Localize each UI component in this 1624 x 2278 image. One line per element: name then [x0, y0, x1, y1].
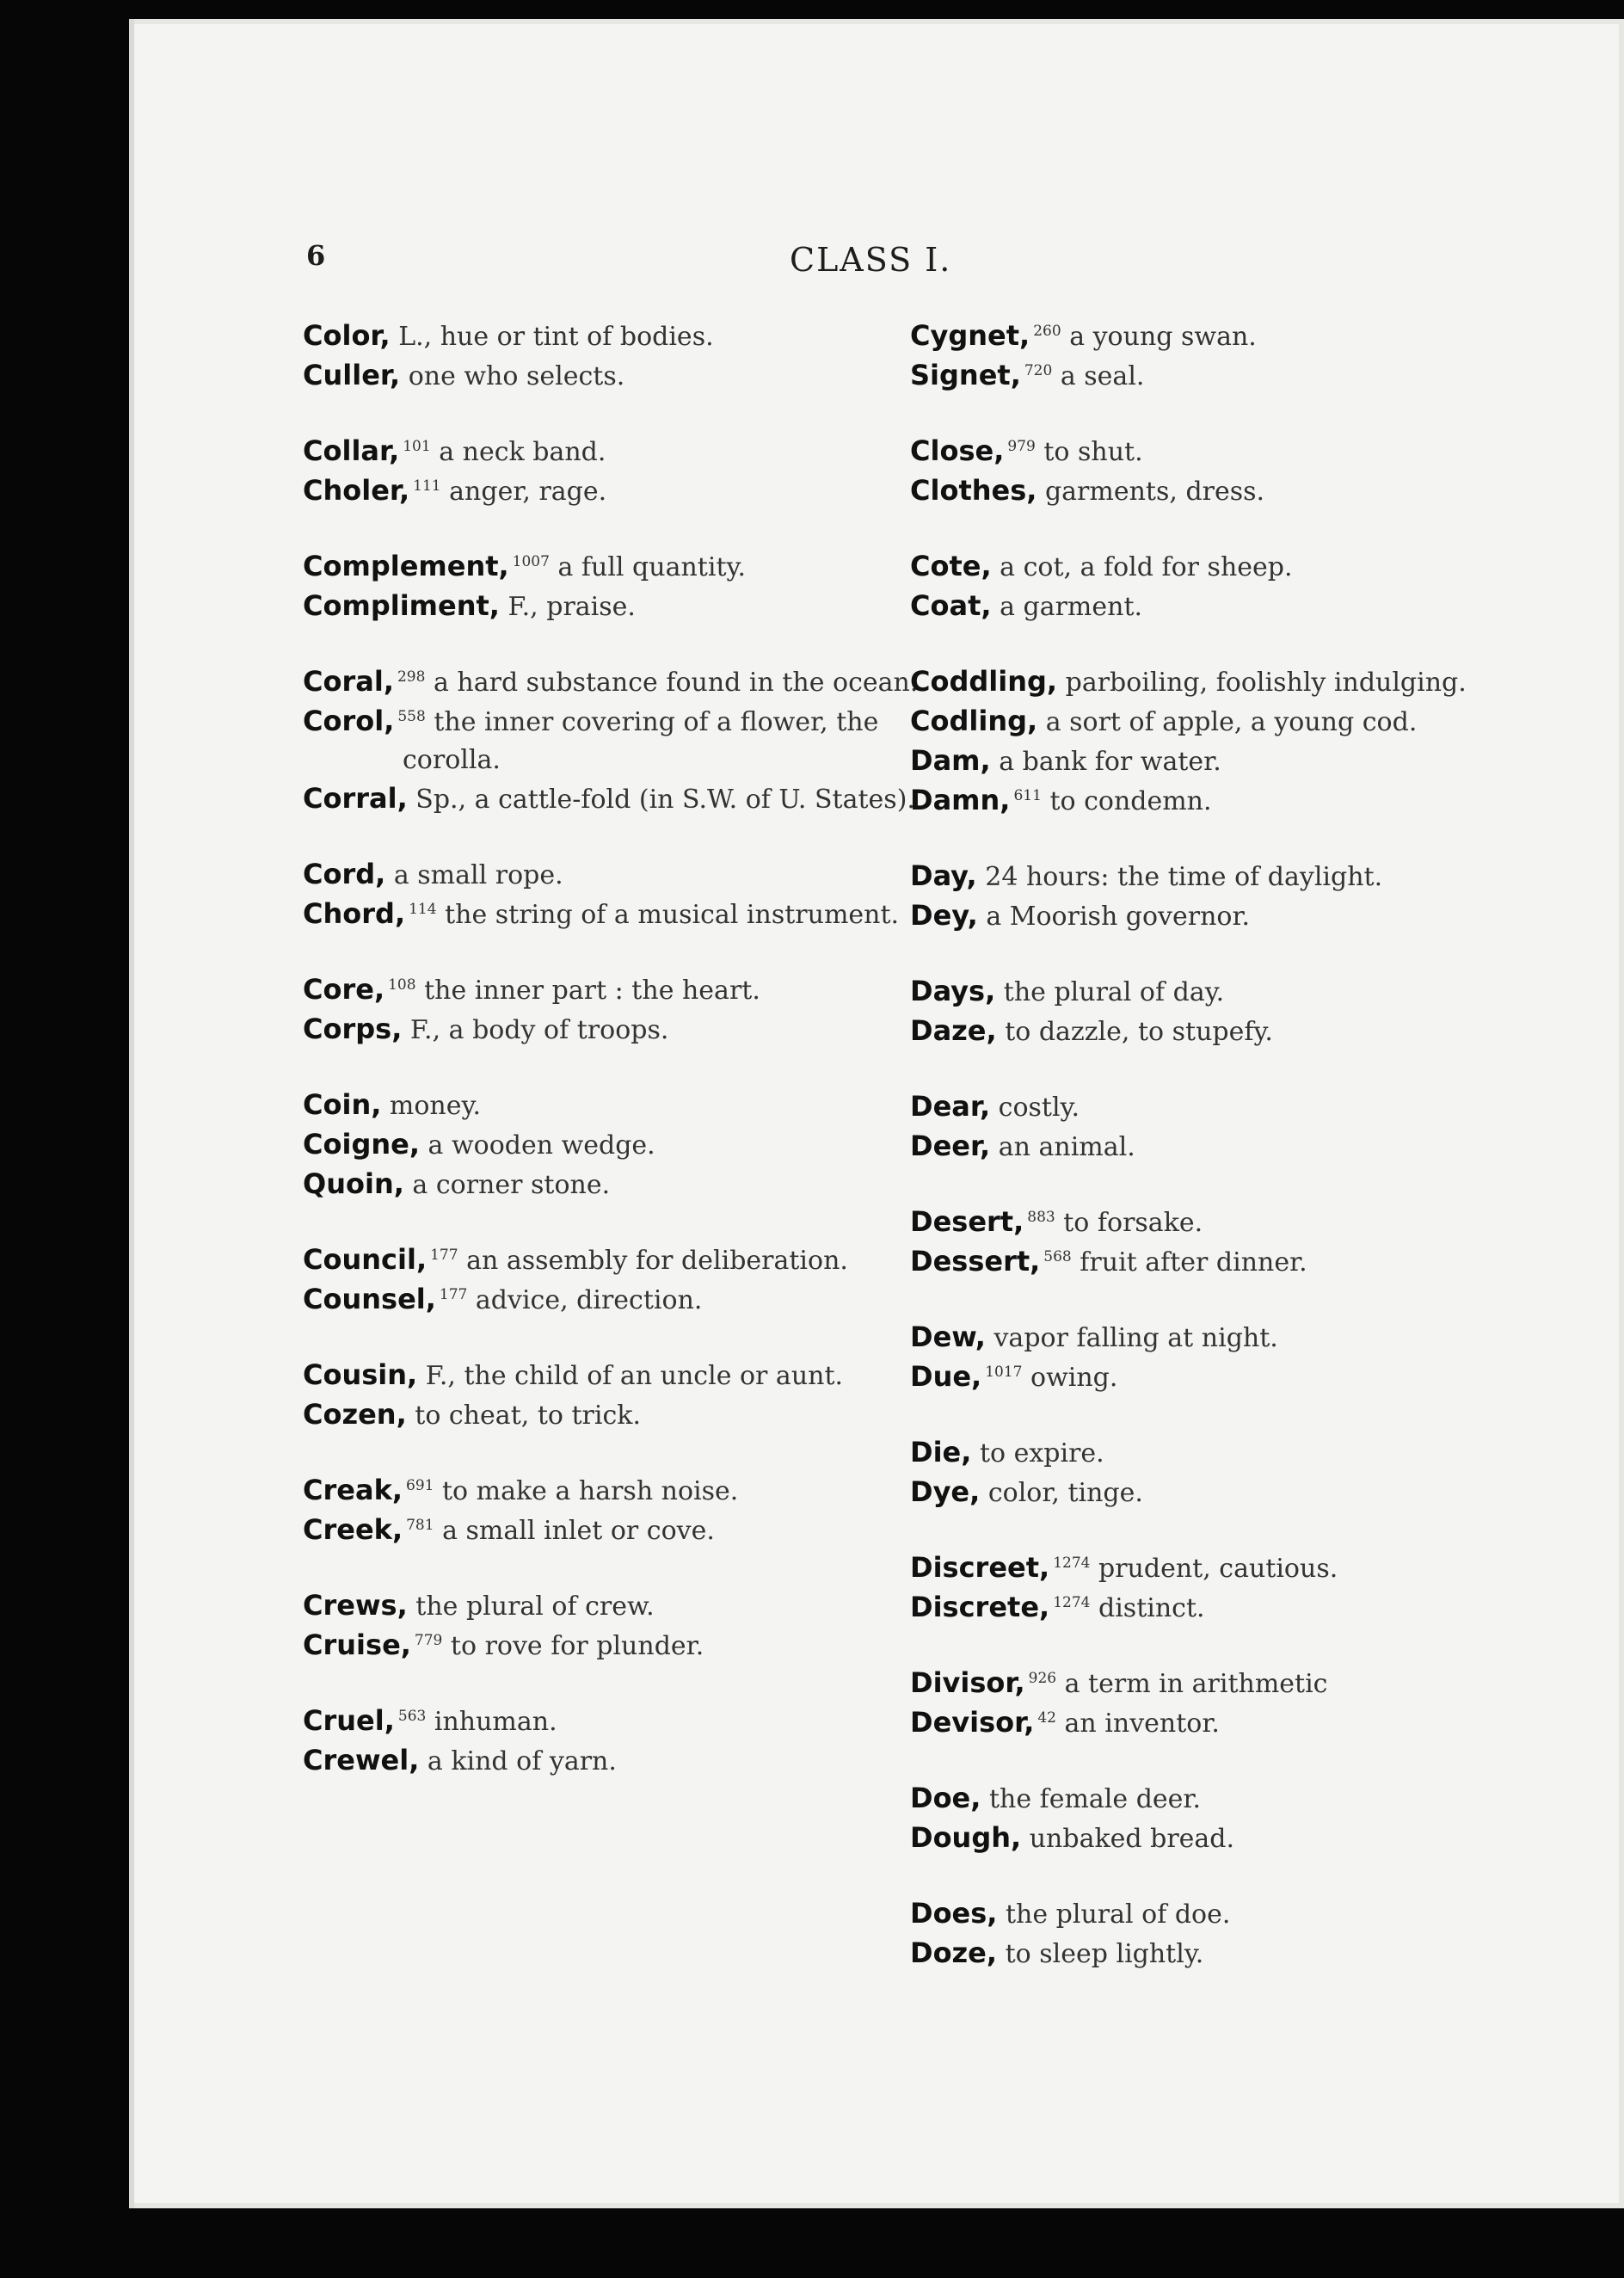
- dictionary-entry: [303, 1626, 939, 1665]
- headword: Counsel,: [303, 1283, 436, 1315]
- reference-number: 558: [397, 708, 426, 725]
- dictionary-entry: [910, 1203, 1547, 1242]
- definition: vapor falling at night.: [993, 1323, 1278, 1353]
- headword: Choler,: [303, 474, 410, 507]
- reference-number: 1274: [1053, 1555, 1091, 1572]
- definition: a Moorish governor.: [986, 902, 1251, 932]
- dictionary-entry: [910, 1819, 1547, 1858]
- entry-group: [303, 1086, 939, 1204]
- dictionary-entry: [910, 547, 1547, 587]
- definition: a full quantity.: [557, 552, 746, 582]
- reference-number: 1274: [1053, 1594, 1091, 1611]
- definition: to rove for plunder.: [450, 1631, 704, 1661]
- definition: a term in arithmetic: [1064, 1669, 1328, 1699]
- dictionary-entry: [303, 1241, 939, 1280]
- headword: Cruel,: [303, 1704, 395, 1737]
- definition: the plural of doe.: [1006, 1899, 1231, 1930]
- definition: 24 hours: the time of daylight.: [985, 862, 1383, 892]
- headword: Chord,: [303, 897, 406, 930]
- reference-number: 563: [397, 1708, 427, 1725]
- definition: money.: [389, 1091, 482, 1121]
- reference-number: 1017: [985, 1364, 1023, 1381]
- entry-group: [303, 1356, 939, 1435]
- reference-number: 781: [406, 1517, 434, 1534]
- definition: color, tinge.: [987, 1478, 1143, 1508]
- definition: the female deer.: [988, 1784, 1201, 1814]
- dictionary-entry: [303, 702, 939, 779]
- headword: Devisor,: [910, 1706, 1035, 1739]
- headword: Council,: [303, 1243, 428, 1276]
- dictionary-entry: [910, 1087, 1547, 1127]
- definition: anger, rage.: [449, 477, 607, 507]
- definition: the plural of day.: [1003, 977, 1225, 1007]
- headword: Dey,: [910, 899, 978, 932]
- definition: costly.: [998, 1093, 1080, 1123]
- dictionary-entry: [910, 1548, 1547, 1588]
- definition: a neck band.: [439, 437, 606, 467]
- definition: fruit after dinner.: [1080, 1247, 1307, 1278]
- headword: Signet,: [910, 359, 1021, 391]
- entry-group: [303, 1586, 939, 1665]
- definition: an assembly for deliberation.: [466, 1246, 848, 1276]
- dictionary-entry: [303, 1165, 939, 1204]
- dictionary-entry: [910, 896, 1547, 936]
- dictionary-entry: [303, 970, 939, 1010]
- dictionary-entry: [910, 1894, 1547, 1934]
- dictionary-entry: [303, 317, 939, 356]
- definition: a hard substance found in the ocean.: [433, 668, 919, 698]
- dictionary-entry: [910, 1127, 1547, 1167]
- definition: one who selects.: [408, 361, 625, 391]
- definition: a corner stone.: [412, 1170, 611, 1200]
- dictionary-entry: [303, 1125, 939, 1165]
- dictionary-entry: [303, 1511, 939, 1550]
- definition: a bank for water.: [999, 747, 1221, 777]
- headword: Desert,: [910, 1205, 1024, 1238]
- headword: Cote,: [910, 550, 992, 582]
- definition: a kind of yarn.: [427, 1746, 617, 1776]
- definition: the string of a musical instrument.: [445, 900, 900, 930]
- headword: Creak,: [303, 1474, 403, 1506]
- definition: owing.: [1030, 1363, 1118, 1393]
- dictionary-entry: [910, 1779, 1547, 1819]
- definition: F., a body of troops.: [409, 1015, 669, 1045]
- definition: to dazzle, to stupefy.: [1005, 1017, 1273, 1047]
- dictionary-entry: [303, 1086, 939, 1125]
- dictionary-entry: [303, 895, 939, 934]
- headword: Coat,: [910, 589, 992, 622]
- dictionary-entry: [303, 1395, 939, 1435]
- entry-group: [910, 547, 1547, 626]
- headword: Coin,: [303, 1088, 382, 1121]
- headword: Corol,: [303, 705, 395, 737]
- definition: the plural of crew.: [415, 1592, 655, 1622]
- reference-number: 611: [1013, 787, 1042, 804]
- page-number: 6: [306, 239, 326, 272]
- entry-group: [910, 857, 1547, 936]
- definition: an animal.: [998, 1132, 1135, 1162]
- headword: Die,: [910, 1436, 972, 1468]
- entry-group: [910, 1433, 1547, 1512]
- left-column: [303, 317, 939, 1817]
- headword: Days,: [910, 975, 996, 1007]
- dictionary-entry: [303, 1586, 939, 1626]
- definition: to condemn.: [1049, 786, 1212, 816]
- entry-group: [910, 1664, 1547, 1743]
- dictionary-entry: [303, 471, 939, 511]
- definition: to forsake.: [1063, 1208, 1203, 1238]
- entry-group: [303, 432, 939, 511]
- dictionary-entry: [910, 972, 1547, 1012]
- dictionary-entry: [910, 471, 1547, 511]
- headword: Quoin,: [303, 1167, 404, 1200]
- right-column: [910, 317, 1547, 2010]
- reference-number: 568: [1043, 1248, 1072, 1265]
- dictionary-entry: [910, 1473, 1547, 1512]
- dictionary-entry: [303, 587, 939, 626]
- dictionary-entry: [910, 1242, 1547, 1282]
- definition: the inner part : the heart.: [424, 976, 760, 1006]
- definition: a cot, a fold for sheep.: [1000, 552, 1293, 582]
- definition: a young swan.: [1069, 322, 1257, 352]
- dictionary-entry: [910, 1703, 1547, 1743]
- dictionary-entry: [910, 317, 1547, 356]
- dictionary-entry: [910, 1318, 1547, 1358]
- dictionary-entry: [910, 781, 1547, 821]
- definition: a seal.: [1060, 361, 1145, 391]
- dictionary-entry: [910, 662, 1547, 702]
- headword: Creek,: [303, 1513, 403, 1546]
- headword: Cozen,: [303, 1398, 407, 1431]
- dictionary-entry: [910, 702, 1547, 742]
- headword: Cruise,: [303, 1628, 411, 1661]
- definition: to make a harsh noise.: [442, 1476, 739, 1506]
- definition: the inner covering of a flower, the corolla.: [403, 707, 879, 775]
- dictionary-entry: [303, 432, 939, 471]
- definition: L., hue or tint of bodies.: [398, 322, 714, 352]
- headword: Clothes,: [910, 474, 1037, 507]
- definition: to sleep lightly.: [1005, 1939, 1204, 1969]
- dictionary-entry: [910, 1433, 1547, 1473]
- headword: Discrete,: [910, 1591, 1050, 1623]
- dictionary-entry: [303, 662, 939, 702]
- entry-group: [910, 1548, 1547, 1628]
- dictionary-entry: [910, 857, 1547, 896]
- dictionary-entry: [910, 1358, 1547, 1397]
- definition: a sort of apple, a young cod.: [1045, 707, 1418, 737]
- headword: Dessert,: [910, 1245, 1041, 1278]
- headword: Compliment,: [303, 589, 500, 622]
- headword: Dam,: [910, 744, 991, 777]
- dictionary-entry: [910, 356, 1547, 396]
- headword: Collar,: [303, 434, 400, 467]
- reference-number: 114: [409, 901, 437, 918]
- entry-group: [303, 662, 939, 819]
- headword: Doze,: [910, 1936, 998, 1969]
- dictionary-entry: [910, 1934, 1547, 1973]
- entry-group: [910, 432, 1547, 511]
- entry-group: [910, 1779, 1547, 1858]
- entry-group: [910, 1203, 1547, 1282]
- reference-number: 260: [1033, 323, 1061, 340]
- entry-group: [910, 1894, 1547, 1973]
- definition: to shut.: [1043, 437, 1143, 467]
- definition: inhuman.: [434, 1707, 557, 1737]
- dictionary-entry: [910, 742, 1547, 781]
- reference-number: 926: [1028, 1670, 1057, 1687]
- dictionary-entry: [910, 1012, 1547, 1051]
- headword: Day,: [910, 859, 977, 892]
- reference-number: 177: [439, 1286, 468, 1303]
- headword: Core,: [303, 973, 385, 1006]
- headword: Complement,: [303, 550, 509, 582]
- headword: Cousin,: [303, 1358, 418, 1391]
- dictionary-entry: [303, 356, 939, 396]
- reference-number: 1007: [512, 553, 550, 570]
- entry-group: [910, 1318, 1547, 1397]
- reference-number: 691: [406, 1477, 434, 1494]
- dictionary-entry: [303, 1280, 939, 1320]
- definition: distinct.: [1098, 1593, 1205, 1623]
- headword: Dear,: [910, 1090, 991, 1123]
- dictionary-entry: [303, 779, 939, 819]
- page-edge: [129, 19, 134, 2208]
- headword: Close,: [910, 434, 1005, 467]
- headword: Corps,: [303, 1013, 403, 1045]
- reference-number: 779: [414, 1632, 443, 1649]
- entry-group: [303, 855, 939, 934]
- definition: to cheat, to trick.: [415, 1401, 641, 1431]
- dictionary-entry: [303, 855, 939, 895]
- headword: Color,: [303, 319, 391, 352]
- headword: Due,: [910, 1360, 982, 1393]
- entry-group: [303, 317, 939, 396]
- dictionary-entry: [910, 432, 1547, 471]
- headword: Daze,: [910, 1014, 997, 1047]
- headword: Crewel,: [303, 1744, 420, 1776]
- entry-group: [303, 1471, 939, 1550]
- definition: a wooden wedge.: [428, 1130, 655, 1161]
- dictionary-entry: [303, 1010, 939, 1050]
- dictionary-entry: [303, 1356, 939, 1395]
- definition: Sp., a cattle-fold (in S.W. of U. States).: [415, 785, 915, 815]
- definition: parboiling, foolishly indulging.: [1065, 668, 1467, 698]
- headword: Coddling,: [910, 665, 1058, 698]
- entry-group: [910, 972, 1547, 1051]
- definition: an inventor.: [1064, 1708, 1220, 1739]
- entry-group: [910, 317, 1547, 396]
- headword: Dew,: [910, 1321, 986, 1353]
- headword: Divisor,: [910, 1666, 1025, 1699]
- reference-number: 111: [413, 477, 441, 495]
- reference-number: 720: [1024, 362, 1053, 379]
- dictionary-entry: [910, 587, 1547, 626]
- headword: Does,: [910, 1897, 998, 1930]
- entry-group: [303, 1702, 939, 1781]
- headword: Crews,: [303, 1589, 408, 1622]
- definition: unbaked bread.: [1029, 1824, 1235, 1854]
- headword: Cygnet,: [910, 319, 1030, 352]
- entry-group: [910, 1087, 1547, 1167]
- definition: a garment.: [1000, 592, 1143, 622]
- reference-number: 979: [1007, 438, 1036, 455]
- reference-number: 42: [1037, 1709, 1056, 1727]
- headword: Dye,: [910, 1475, 981, 1508]
- reference-number: 177: [430, 1247, 458, 1264]
- headword: Deer,: [910, 1130, 991, 1162]
- headword: Coral,: [303, 665, 394, 698]
- dictionary-entry: [303, 547, 939, 587]
- reference-number: 298: [397, 668, 426, 686]
- reference-number: 108: [388, 976, 416, 994]
- definition: a small rope.: [393, 860, 563, 890]
- headword: Discreet,: [910, 1551, 1050, 1584]
- headword: Corral,: [303, 782, 408, 815]
- headword: Cord,: [303, 858, 386, 890]
- entry-group: [910, 662, 1547, 821]
- dictionary-entry: [303, 1471, 939, 1511]
- dictionary-entry: [910, 1664, 1547, 1703]
- entry-group: [303, 547, 939, 626]
- headword: Damn,: [910, 784, 1011, 816]
- headword: Codling,: [910, 705, 1038, 737]
- headword: Doe,: [910, 1782, 981, 1814]
- reference-number: 101: [403, 438, 431, 455]
- definition: to expire.: [979, 1438, 1104, 1468]
- page-title: CLASS I.: [790, 241, 952, 279]
- dictionary-entry: [303, 1702, 939, 1741]
- definition: prudent, cautious.: [1098, 1554, 1338, 1584]
- definition: advice, direction.: [475, 1285, 703, 1315]
- dictionary-entry: [303, 1741, 939, 1781]
- entry-group: [303, 1241, 939, 1320]
- definition: F., the child of an uncle or aunt.: [425, 1361, 844, 1391]
- headword: Culler,: [303, 359, 401, 391]
- definition: F., praise.: [508, 592, 636, 622]
- headword: Dough,: [910, 1821, 1022, 1854]
- reference-number: 883: [1027, 1209, 1055, 1226]
- definition: a small inlet or cove.: [442, 1516, 715, 1546]
- definition: garments, dress.: [1044, 477, 1265, 507]
- headword: Coigne,: [303, 1128, 420, 1161]
- entry-group: [303, 970, 939, 1050]
- dictionary-entry: [910, 1588, 1547, 1628]
